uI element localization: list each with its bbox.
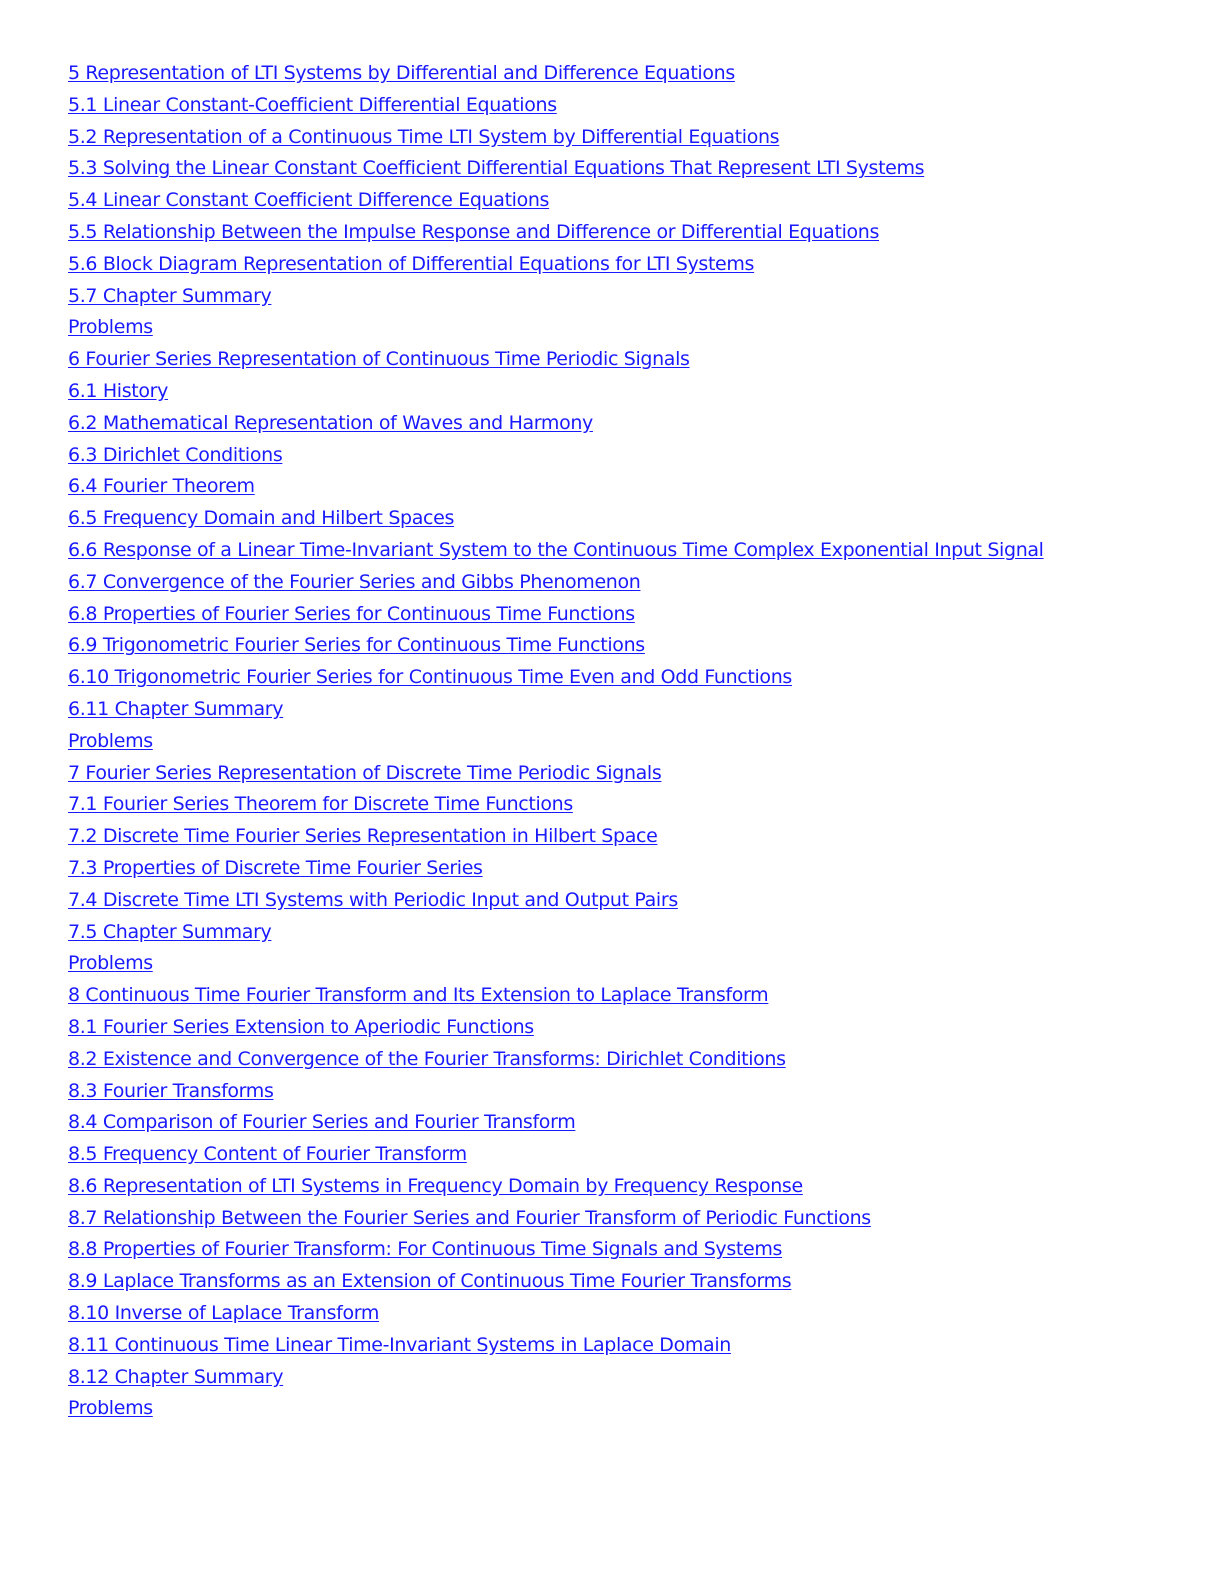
toc-entry [68,663,1044,695]
toc-entry [68,981,1044,1013]
toc-entry [68,822,1044,854]
toc-entry [68,600,1044,632]
toc-link[interactable]: 6.11 Chapter Summary [68,697,284,720]
toc-link[interactable]: 8.11 Continuous Time Linear Time-Invariant Systems in Laplace Domain [68,1333,731,1356]
toc-entry [68,536,1044,568]
toc-link[interactable]: 7.2 Discrete Time Fourier Series Representation in Hilbert Space [68,825,658,848]
toc-entry [68,1172,1044,1204]
toc-entry [68,949,1044,981]
toc-entry [68,727,1044,759]
toc-entry [68,1235,1044,1267]
toc-link[interactable]: 8.9 Laplace Transforms as an Extension of Continuous Time Fourier Transforms [68,1270,792,1293]
toc-link[interactable]: 7.4 Discrete Time LTI Systems with Periodic Input and Output Pairs [68,888,678,911]
toc-entry [68,441,1044,473]
toc-entry [68,154,1044,186]
toc-link[interactable]: 7.3 Properties of Discrete Time Fourier Series [68,856,483,879]
toc-link[interactable]: 6.7 Convergence of the Fourier Series and Gibbs Phenomenon [68,570,641,593]
toc-link[interactable]: 5.6 Block Diagram Representation of Differential Equations for LTI Systems [68,252,755,275]
toc-link[interactable]: 6.2 Mathematical Representation of Waves and Harmony [68,411,593,434]
toc-link[interactable]: 6.6 Response of a Linear Time-Invariant System to the Continuous Time Complex Exponential Input Signal [68,538,1044,561]
toc-link[interactable]: 8.7 Relationship Between the Fourier Series and Fourier Transform of Periodic Functions [68,1206,871,1229]
toc-entry [68,854,1044,886]
toc-entry [68,186,1044,218]
toc-link[interactable]: 7.1 Fourier Series Theorem for Discrete Time Functions [68,793,573,816]
toc-entry [68,568,1044,600]
toc-link[interactable]: 5.2 Representation of a Continuous Time LTI System by Differential Equations [68,125,780,148]
toc-link[interactable]: 6.9 Trigonometric Fourier Series for Continuous Time Functions [68,634,645,657]
toc-link[interactable]: 8.1 Fourier Series Extension to Aperiodic Functions [68,1015,534,1038]
toc-entry [68,1331,1044,1363]
toc-link[interactable]: Problems [68,952,153,975]
toc-entry [68,91,1044,123]
toc-entry [68,282,1044,314]
toc-entry [68,695,1044,727]
toc-entry [68,1204,1044,1236]
toc-link[interactable]: 8.10 Inverse of Laplace Transform [68,1302,380,1325]
toc-link[interactable]: 6 Fourier Series Representation of Continuous Time Periodic Signals [68,348,690,371]
toc-link[interactable]: 6.3 Dirichlet Conditions [68,443,283,466]
toc-link[interactable]: 5.7 Chapter Summary [68,284,272,307]
toc-link[interactable]: 6.5 Frequency Domain and Hilbert Spaces [68,507,455,530]
toc-link[interactable]: 8.5 Frequency Content of Fourier Transform [68,1143,467,1166]
toc-link[interactable]: 8.8 Properties of Fourier Transform: For Continuous Time Signals and Systems [68,1238,783,1261]
toc-entry [68,1299,1044,1331]
toc-entry [68,1267,1044,1299]
toc-link[interactable]: Problems [68,729,153,752]
toc-entry [68,631,1044,663]
toc-entry [68,345,1044,377]
toc-link[interactable]: 7 Fourier Series Representation of Discrete Time Periodic Signals [68,761,662,784]
toc-entry [68,313,1044,345]
toc-link[interactable]: 8.3 Fourier Transforms [68,1079,274,1102]
toc-link[interactable]: Problems [68,316,153,339]
toc-entry [68,886,1044,918]
toc-link[interactable]: 7.5 Chapter Summary [68,920,272,943]
toc-entry [68,250,1044,282]
toc-entry [68,472,1044,504]
toc-entry [68,1140,1044,1172]
toc-link[interactable]: 6.10 Trigonometric Fourier Series for Continuous Time Even and Odd Functions [68,666,792,689]
toc-entry [68,1394,1044,1426]
toc-entry [68,759,1044,791]
toc-link[interactable]: 8.6 Representation of LTI Systems in Frequency Domain by Frequency Response [68,1174,803,1197]
toc-entry [68,59,1044,91]
toc-link[interactable]: 5.5 Relationship Between the Impulse Response and Difference or Differential Equations [68,220,880,243]
toc-link[interactable]: 8.4 Comparison of Fourier Series and Fourier Transform [68,1111,576,1134]
toc-entry [68,377,1044,409]
toc-link[interactable]: 6.8 Properties of Fourier Series for Continuous Time Functions [68,602,635,625]
toc-entry [68,1363,1044,1395]
toc-entry [68,1108,1044,1140]
toc-link[interactable]: 6.4 Fourier Theorem [68,475,255,498]
toc-entry [68,1045,1044,1077]
toc-entry [68,790,1044,822]
toc-entry [68,409,1044,441]
toc-entry [68,918,1044,950]
toc-entry [68,1077,1044,1109]
toc-link[interactable]: Problems [68,1397,153,1420]
toc-link[interactable]: 8.2 Existence and Convergence of the Fourier Transforms: Dirichlet Conditions [68,1047,786,1070]
toc-link[interactable]: 5.4 Linear Constant Coefficient Difference Equations [68,189,550,212]
toc-link[interactable]: 5 Representation of LTI Systems by Differential and Difference Equations [68,62,735,84]
toc-link[interactable]: 8 Continuous Time Fourier Transform and Its Extension to Laplace Transform [68,984,769,1007]
toc-link[interactable]: 6.1 History [68,379,169,402]
table-of-contents [68,59,1044,1426]
toc-entry [68,504,1044,536]
toc-link[interactable]: 5.1 Linear Constant-Coefficient Differential Equations [68,93,557,116]
toc-link[interactable]: 8.12 Chapter Summary [68,1365,284,1388]
toc-entry [68,123,1044,155]
toc-link[interactable]: 5.3 Solving the Linear Constant Coefficient Differential Equations That Represent LTI Systems [68,157,925,180]
toc-entry [68,1013,1044,1045]
toc-entry [68,218,1044,250]
